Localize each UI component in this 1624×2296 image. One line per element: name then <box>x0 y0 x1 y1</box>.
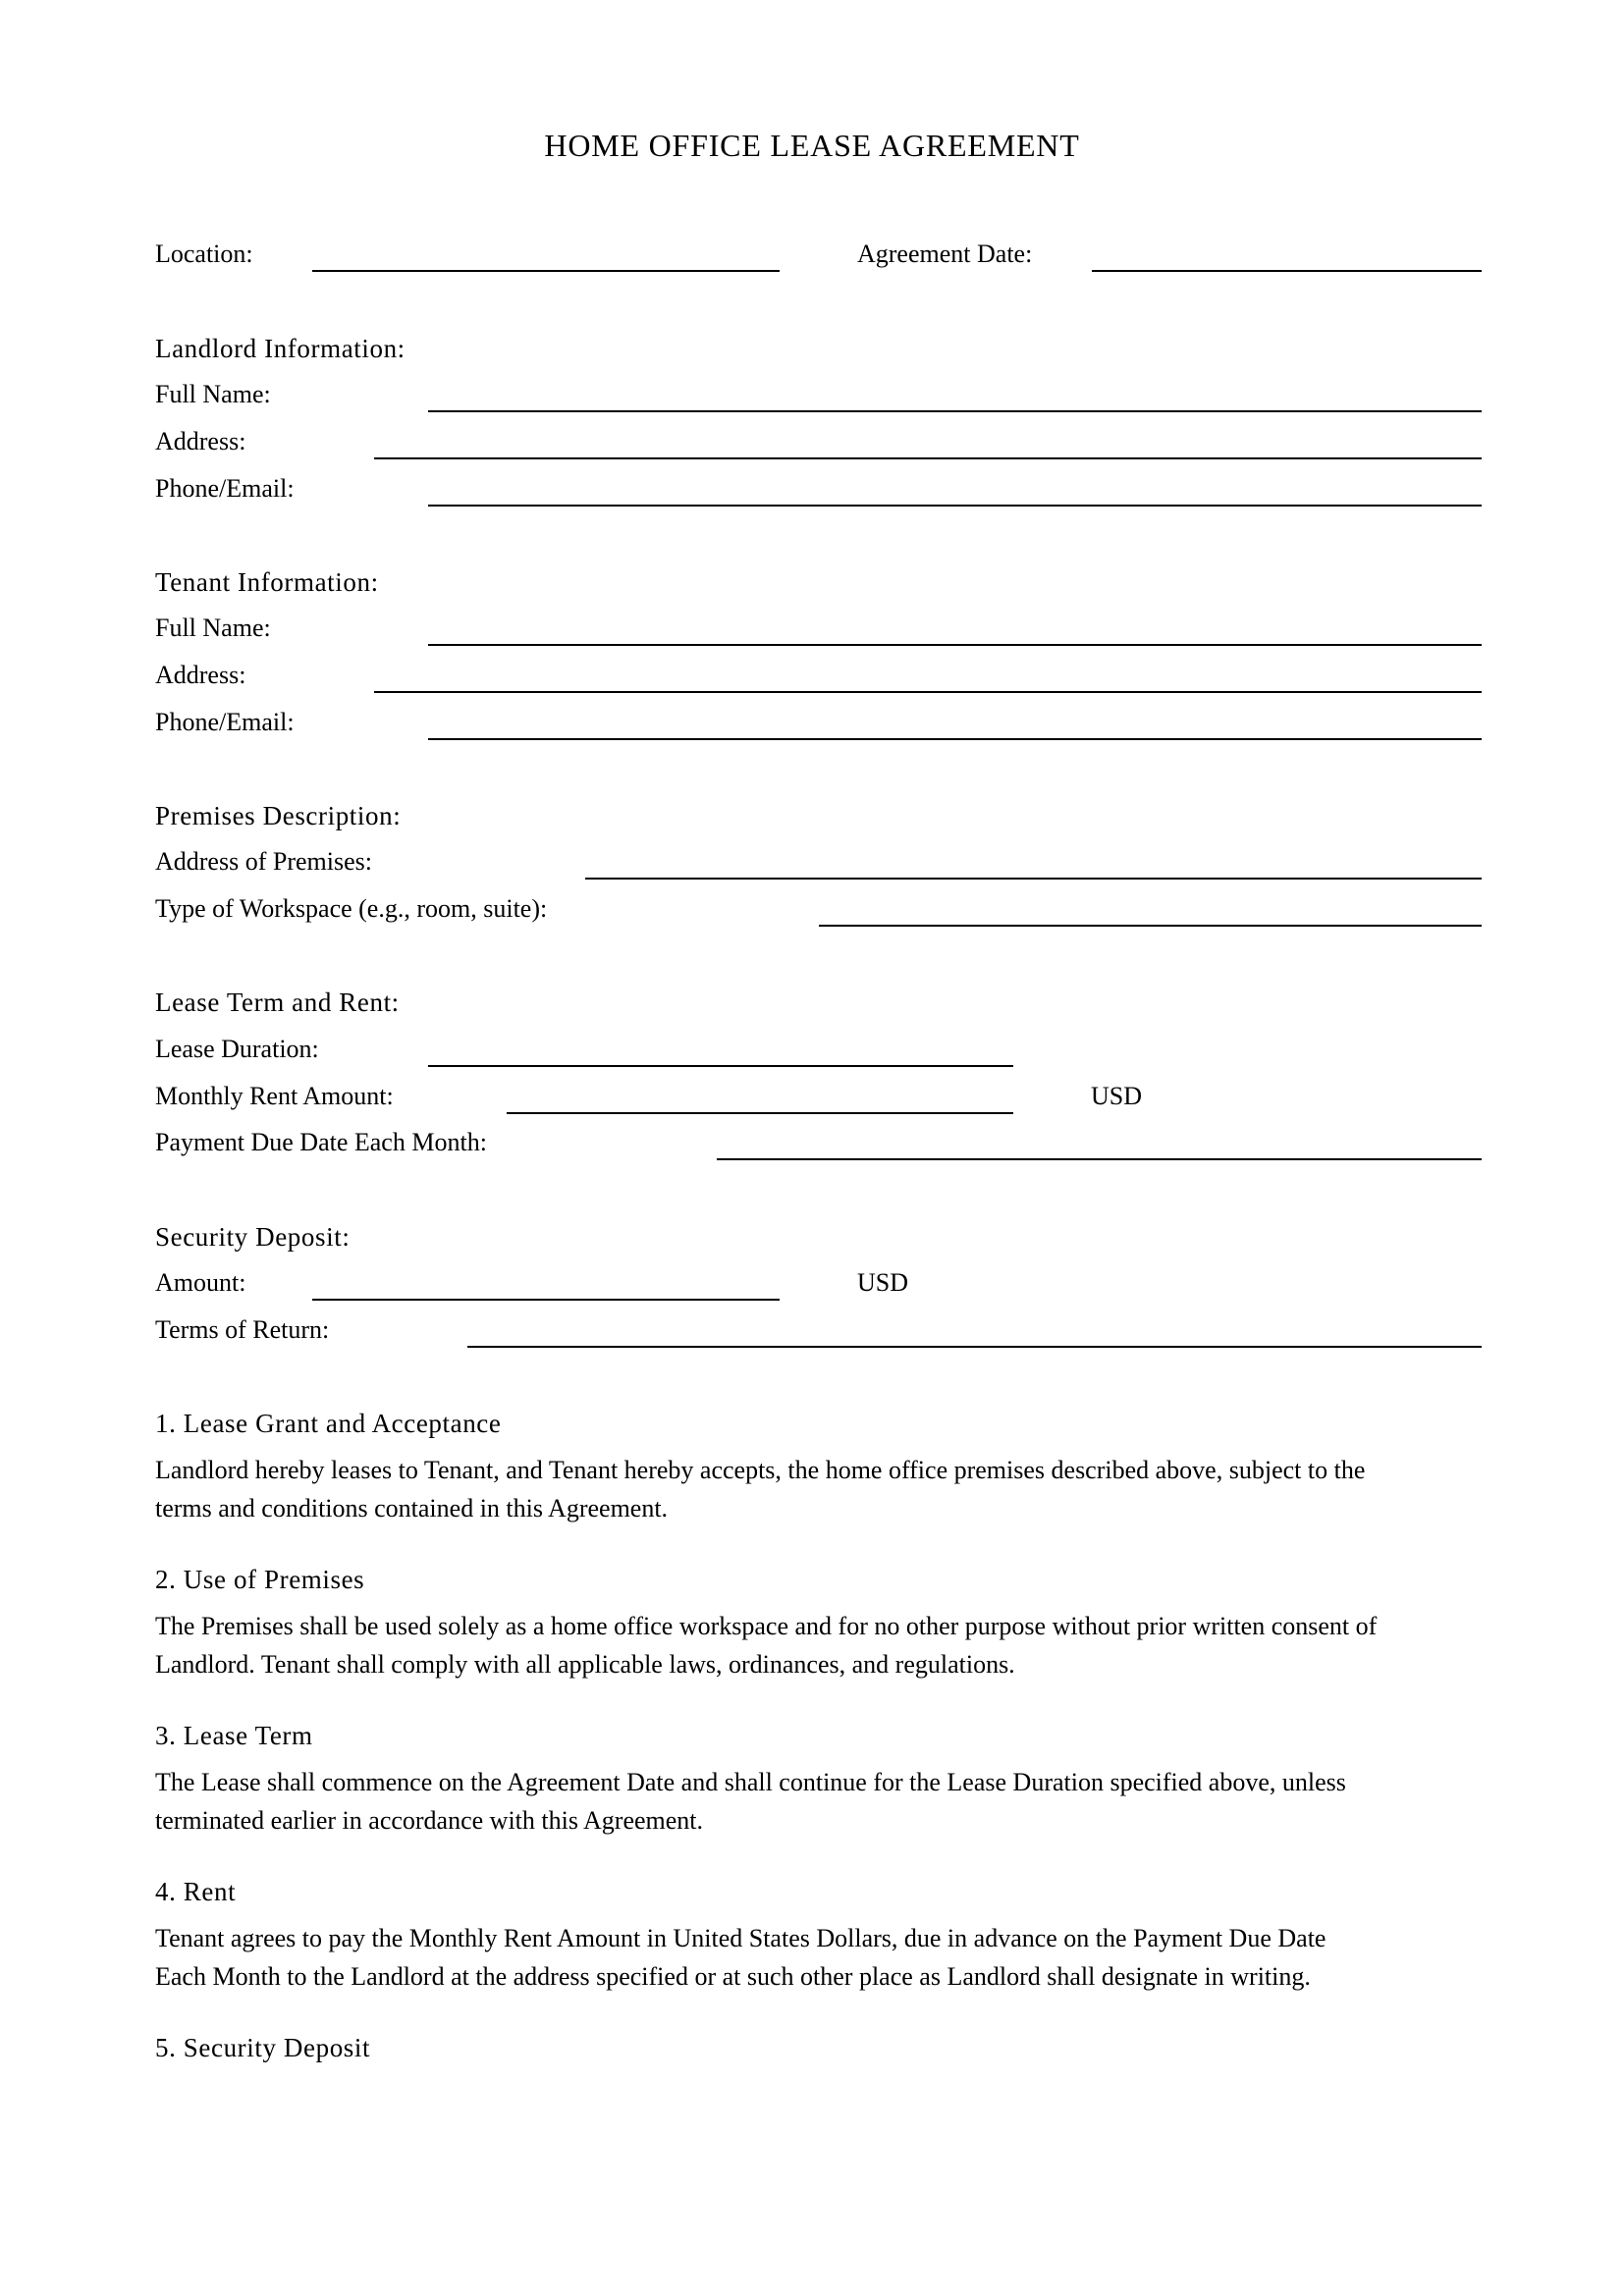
tenant-address-label: Address: <box>155 661 246 689</box>
tenant-phone-email-field[interactable] <box>428 738 1482 740</box>
monthly-rent-label: Monthly Rent Amount: <box>155 1082 394 1110</box>
landlord-phone-email-field[interactable] <box>428 505 1482 507</box>
tenant-address-field[interactable] <box>374 691 1482 693</box>
section-heading-1: 1. Lease Grant and Acceptance <box>155 1409 502 1438</box>
tenant-full-name-label: Full Name: <box>155 614 271 642</box>
location-label: Location: <box>155 240 253 268</box>
section-1-line-1: Landlord hereby leases to Tenant, and Tenant hereby accepts, the home office premises described above, subject to the <box>155 1456 1366 1484</box>
landlord-address-label: Address: <box>155 427 246 455</box>
lease-duration-label: Lease Duration: <box>155 1035 319 1063</box>
landlord-phone-email-label: Phone/Email: <box>155 474 295 503</box>
section-1-line-2: terms and conditions contained in this Agreement. <box>155 1494 669 1522</box>
section-2-line-1: The Premises shall be used solely as a home office workspace and for no other purpose without prior written consent of <box>155 1612 1378 1640</box>
agreement-date-label: Agreement Date: <box>857 240 1033 268</box>
tenant-full-name-field[interactable] <box>428 644 1482 646</box>
section-heading-3: 3. Lease Term <box>155 1721 313 1750</box>
landlord-address-field[interactable] <box>374 457 1482 459</box>
section-body-2 <box>155 1607 1481 1683</box>
monthly-rent-field[interactable] <box>507 1112 1013 1114</box>
section-3-line-2: terminated earlier in accordance with this Agreement. <box>155 1806 704 1835</box>
section-4-line-1: Tenant agrees to pay the Monthly Rent Amount in United States Dollars, due in advance on the Payment Due Date <box>155 1924 1326 1952</box>
premises-address-field[interactable] <box>585 878 1482 880</box>
premises-address-label: Address of Premises: <box>155 847 372 876</box>
landlord-full-name-field[interactable] <box>428 410 1482 412</box>
payment-due-date-field[interactable] <box>717 1158 1482 1160</box>
section-heading-4: 4. Rent <box>155 1877 237 1906</box>
terms-of-return-field[interactable] <box>467 1346 1482 1348</box>
tenant-heading: Tenant Information: <box>155 567 379 597</box>
location-field[interactable] <box>312 270 780 272</box>
lease-heading: Lease Term and Rent: <box>155 988 400 1017</box>
document-title: HOME OFFICE LEASE AGREEMENT <box>544 128 1080 163</box>
section-body-4 <box>155 1919 1481 1996</box>
workspace-type-field[interactable] <box>819 925 1482 927</box>
landlord-full-name-label: Full Name: <box>155 380 271 408</box>
deposit-amount-field[interactable] <box>312 1299 780 1301</box>
deposit-currency: USD <box>857 1268 909 1297</box>
section-3-line-1: The Lease shall commence on the Agreement Date and shall continue for the Lease Duration specified above, unless <box>155 1768 1346 1796</box>
lease-duration-field[interactable] <box>428 1065 1013 1067</box>
terms-of-return-label: Terms of Return: <box>155 1315 330 1344</box>
rent-currency: USD <box>1091 1082 1143 1110</box>
section-4-line-2: Each Month to the Landlord at the address specified or at such other place as Landlord shall designate in writing. <box>155 1962 1311 1991</box>
section-2-line-2: Landlord. Tenant shall comply with all applicable laws, ordinances, and regulations. <box>155 1650 1015 1679</box>
landlord-heading: Landlord Information: <box>155 334 406 363</box>
deposit-heading: Security Deposit: <box>155 1222 351 1252</box>
payment-due-date-label: Payment Due Date Each Month: <box>155 1128 487 1156</box>
section-body-1 <box>155 1451 1481 1527</box>
agreement-date-field[interactable] <box>1092 270 1482 272</box>
tenant-phone-email-label: Phone/Email: <box>155 708 295 736</box>
premises-heading: Premises Description: <box>155 801 402 830</box>
section-heading-2: 2. Use of Premises <box>155 1565 365 1594</box>
workspace-type-label: Type of Workspace (e.g., room, suite): <box>155 894 548 923</box>
section-body-3 <box>155 1763 1481 1840</box>
section-heading-5: 5. Security Deposit <box>155 2033 371 2062</box>
deposit-amount-label: Amount: <box>155 1268 246 1297</box>
